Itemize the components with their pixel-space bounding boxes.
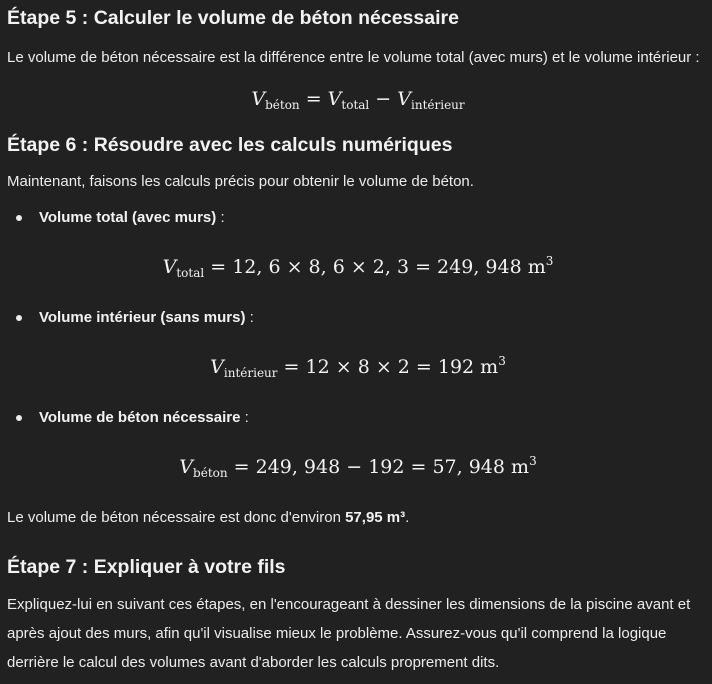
step5-heading: Étape 5 : Calculer le volume de béton nécessaire <box>7 7 459 29</box>
bullet-icon <box>16 315 22 321</box>
item-label: Volume intérieur (sans murs) <box>39 309 246 326</box>
list-item: Volume intérieur (sans murs) : $V_{intérieur} = 12 \times 8 \times 2 = 192$ $m^3$ <box>7 304 709 386</box>
interior-volume-formula: $V_{intérieur} = 12 \times 8 \times 2 = 192$ $m^3$ <box>210 354 506 380</box>
conclusion-paragraph: Le volume de béton nécessaire est donc d'environ 57,95 m³. <box>7 509 410 526</box>
step6-heading: Étape 6 : Résoudre avec les calculs numériques <box>7 134 453 156</box>
step5-formula: $V_{béton} = V_{total} - V_{intérieur}$ <box>251 88 465 112</box>
bullet-icon <box>16 215 22 221</box>
step7-paragraph: Expliquez-lui en suivant ces étapes, en l'encourageant à dessiner les dimensions de la piscine avant et après ajout des murs, afin qu'il visualise mieux le problème. Assurez-vous qu'il comprend la logique derrière le calcul des volumes avant d'aborder les calculs proprement dits. <box>7 596 691 671</box>
calculation-list <box>7 204 709 486</box>
list-item: Volume de béton nécessaire : $V_{béton} = 249$, 948 − 192 = 57, 948 $m^3$ <box>7 404 709 486</box>
step6-intro: Maintenant, faisons les calculs précis pour obtenir le volume de béton. <box>7 173 474 190</box>
result-value: 57,95 m³ <box>345 509 406 526</box>
concrete-volume-formula: $V_{béton} = 249$, 948 − 192 = 57, 948 $m^3$ <box>179 454 537 480</box>
item-label: Volume total (avec murs) <box>39 209 217 226</box>
total-volume-formula: $V_{total} = 12$, 6 × 8, 6 × 2, 3 = 249, 948 $m^3$ <box>162 254 554 280</box>
step7-heading: Étape 7 : Expliquer à votre fils <box>7 556 286 578</box>
item-label: Volume de béton nécessaire <box>39 409 241 426</box>
chat-response <box>7 0 709 677</box>
step5-paragraph: Le volume de béton nécessaire est la différence entre le volume total (avec murs) et le volume intérieur : <box>7 49 700 66</box>
bullet-icon <box>16 415 22 421</box>
list-item: Volume total (avec murs) : $V_{total} = 12$, 6 × 8, 6 × 2, 3 = 249, 948 $m^3$ <box>7 204 709 286</box>
